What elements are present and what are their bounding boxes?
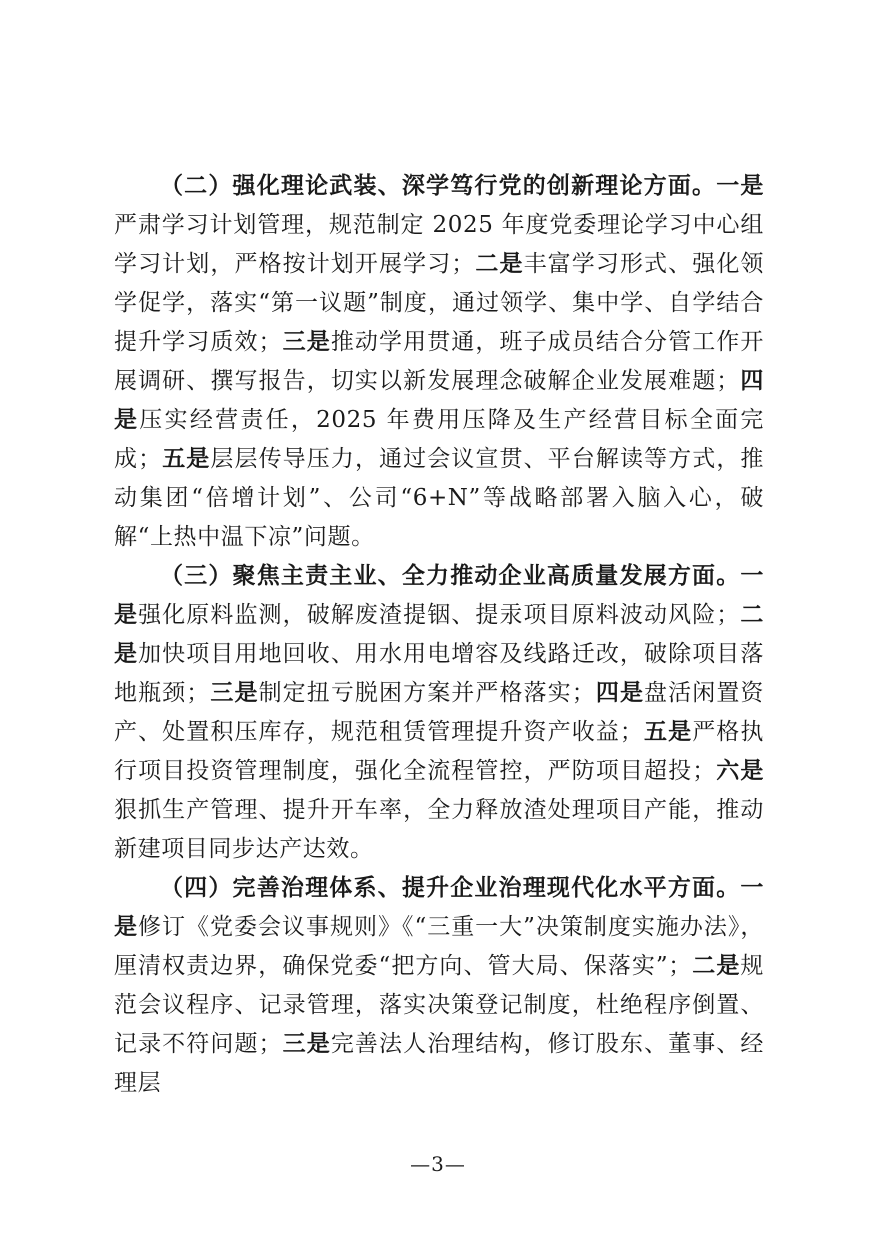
- paragraph-section-2: [114, 167, 764, 557]
- ordinal-label: 四是: [595, 680, 645, 706]
- ordinal-label: 一是: [114, 563, 764, 628]
- ordinal-text: 规范会议程序、记录管理，落实决策登记制度，杜绝程序倒置、记录不符问题；: [114, 953, 764, 1057]
- paragraph-section-4: [114, 869, 764, 1103]
- section-heading: （四）完善治理体系、提升企业治理现代化水平方面。: [160, 875, 741, 901]
- section-heading: （三）聚焦主责主业、全力推动企业高质量发展方面。: [160, 563, 741, 589]
- ordinal-label: 二是: [691, 953, 741, 979]
- ordinal-text: 盘活闲置资产、处置积压库存，规范租赁管理提升资产收益；: [114, 680, 765, 745]
- ordinal-label: 五是: [643, 719, 693, 745]
- ordinal-text: 层层传导压力，通过会议宣贯、平台解读等方式，推动集团“倍增计划”、公司“6+N”等战略部署入脑入心，破解“上热中温下凉”问题。: [114, 446, 765, 550]
- paragraph-section-3: [114, 557, 764, 869]
- ordinal-text: 丰富学习形式、强化领学促学，落实“第一议题”制度，通过领学、集中学、自学结合提升学习质效；: [114, 251, 765, 355]
- ordinal-text: 推动学用贯通，班子成员结合分管工作开展调研、撰写报告，切实以新发展理念破解企业发展难题；: [114, 329, 765, 394]
- ordinal-label: 三是: [282, 329, 331, 355]
- ordinal-label: 三是: [282, 1031, 331, 1057]
- ordinal-label: 二是: [474, 251, 524, 277]
- ordinal-text: 严格执行项目投资管理制度，强化全流程管控，严防项目超投；: [114, 719, 765, 784]
- ordinal-label: 一是: [716, 173, 764, 199]
- page-number: —3—: [410, 1152, 466, 1176]
- ordinal-text: 修订《党委会议事规则》《“三重一大”决策制度实施办法》，厘清权责边界，确保党委“把方向、管大局、保落实”；: [114, 914, 764, 979]
- document-body: [114, 167, 764, 1103]
- ordinal-label: 六是: [715, 758, 764, 784]
- ordinal-label: 三是: [209, 680, 259, 706]
- ordinal-label: 二是: [114, 602, 764, 667]
- ordinal-text: 完善法人治理结构，修订股东、董事、经理层: [114, 1031, 765, 1096]
- ordinal-text: 压实经营责任，2025 年费用压降及生产经营目标全面完成；: [114, 407, 765, 472]
- ordinal-text: 严肃学习计划管理，规范制定 2025 年度党委理论学习中心组学习计划，严格按计划开展学习；: [114, 212, 764, 277]
- section-heading: （二）强化理论武装、深学笃行党的创新理论方面。: [160, 173, 717, 199]
- ordinal-text: 强化原料监测，破解废渣提铟、提汞项目原料波动风险；: [138, 602, 740, 628]
- ordinal-label: 四是: [114, 368, 764, 433]
- ordinal-text: 狠抓生产管理、提升开车率，全力释放渣处理项目产能，推动新建项目同步达产达效。: [114, 797, 764, 862]
- ordinal-text: 加快项目用地回收、用水用电增容及线路迁改，破除项目落地瓶颈；: [114, 641, 764, 706]
- ordinal-label: 五是: [161, 446, 211, 472]
- ordinal-text: 制定扭亏脱困方案并严格落实；: [258, 680, 596, 706]
- ordinal-label: 一是: [114, 875, 764, 940]
